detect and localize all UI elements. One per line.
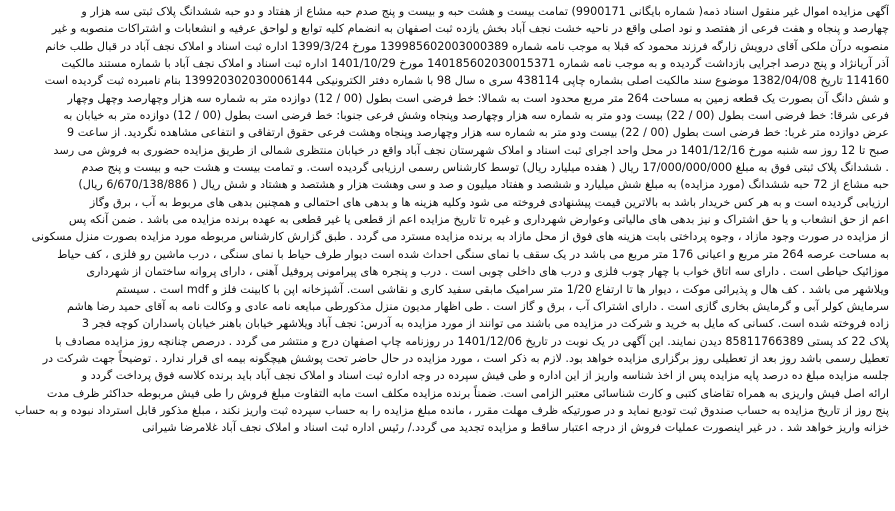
notice-line: فرعی شرقا: خط فرضی است بطول (00 / 22) بیست ودو متر به شماره سه هزار وچهارصد وپنجاه وشش فرعی جنوبا: خط فرضی است بطول (00 / 12) دوازده متر به خیابان به [63,109,889,123]
notice-line: چهارصد و پنجاه و هفت فرعی از هفتصد و نود اصلی واقع در ناحیه خشت نجف آباد بخش یازده ثبت اصفهان به انضمام کلیه توابع و لواحق عرفیه و انشعابات و اشتراکات منصوبه و غیر [51,22,889,36]
notice-line: آگهی مزایده اموال غیر منقول اسناد ذمه( شماره بایگانی 9900171) تمامت بیست و هشت حبه و بیست و پنج صدم حبه مشاع از هفتاد و دو حبه ششدانگ پلاک ثبتی سه هزار و [81,5,889,18]
notice-line: 114160 تاریخ 1382/04/08 موضوع سند مالکیت اصلی بشماره چاپی 438114 سری ه سال 98 با شماره دفتر الکترونیکی 139920302030006144 بنام نامبرده ثبت گردیده است [44,74,889,88]
notice-line: از مزایده در صورت وجود مازاد ، وجوه پرداختی بابت هزینه های فوق از محل مازاد به برنده مزایده مسترد می گردد . طبق گزارش کارشناس مربوطه مورد مزایده بصورت منزل مسکونی [31,230,889,244]
notice-line: حبه مشاع از 72 حبه ششدانگ (مورد مزایده) به مبلغ شش میلیارد و ششصد و هفتاد میلیون و صد و سی وهشت هزار و هشتصد و هشتاد و شش ریال ( 6/670/138/886 ریال) [78,178,889,192]
notice-line: پنج روز از تاریخ مزایده به حساب صندوق ثبت تودیع نماید و در صورتیکه ظرف مهلت مقرر ، مانده مبلغ مزایده را به حساب سپرده ثبت واریز نکند ، مبلغ مذکور قابل استرداد نبوده و به حساب [14,403,889,417]
notice-line: ویلاشهر می باشد . کف هال و پذیرائی موکت ، دیوار ها تا ارتفاع 1/20 متر سرامیک مابقی سفید کاری و نقاشی است. آشپزخانه اپن با کابینت فلز و mdf است . سیستم [115,282,889,296]
notice-line: پلاک 22 کد پستی 85811766389 دیدن نمایند. این آگهی در یک نوبت در تاریخ 1401/12/06 در روزنامه چاپ اصفهان درج و منتشر می گردد . درصص چنانچه روز مزایده مصادف با [55,334,889,348]
notice-line: ارزیابی گردیده است و به هر کس خریدار باشد به بالاترین قیمت پیشنهادی فروخته می شود وکلیه هزینه ها و بدهی های احتمالی و همچنین بدهی های مربوط به آب ، برق وگاز [89,195,889,209]
notice-line: زاده فروخته شده است. کسانی که مایل به خرید و شرکت در مزایده می باشند می توانند از مورد مزایده به آدرس: نجف آباد ویلاشهر خیابان باهنر خیابان پاسداران کوچه فجر 3 [81,317,889,331]
auction-notice-text [6,3,889,437]
notice-line: به مساحت عرصه 264 متر مربع و اعیانی 176 متر مربع می باشد در یک سقف با نمای سنگی احداث شده است دیوار طرف حیاط با نمای سنگی ، درب ماشین رو فلزی ، کف حیاط [57,247,889,261]
notice-line: موزائیک حیاطی است . دارای سه اتاق خواب با چهار چوب فلزی و درب های داخلی چوبی است . درب و پنجره های پیرامونی پروفیل آهنی ، دارای پروانه ساختمان از شهرداری [86,265,889,279]
notice-line: صبح تا 12 روز سه شنبه مورخ 1401/12/16 در محل واحد اجرای ثبت اسناد و املاک شهرستان نجف آباد واقع در خیابان منتظری شمالی از طریق مزایده حضوری به فروش می رسد [53,143,889,157]
notice-line: تعطیل رسمی باشد روز بعد از تعطیلی روز برگزاری مزایده خواهد بود. لازم به ذکر است ، مورد مزایده در حال حاضر تحت پوشش هیچگونه بیمه ای قرار ندارد . توضیحاً جهت شرکت در [42,351,889,365]
notice-line: خزانه واریز خواهد شد . در غیر اینصورت عملیات فروش از درجه اعتبار ساقط و مزایده تجدید می گردد./ رئیس اداره ثبت اسناد و املاک نجف آباد غلامرضا شیرانی [142,421,889,435]
notice-line: اعم از حق انشعاب و یا حق اشتراک و نیز بدهی های مالیاتی وعوارض شهرداری و غیره تا تاریخ مزایده اعم از قطعی یا غیر قطعی به عهده برنده مزایده می باشد . ضمن آنکه پس [68,213,889,227]
notice-line: سرمایش کولر آبی و گرمایش بخاری گازی است . دارای اشتراک آب ، برق و گاز است . طی اظهار مدیون منزل مذکورطی مبایعه نامه عادی و وکالت نامه به آقای حمید رضا هاشم [66,299,889,313]
notice-line: . ششدانگ پلاک ثبتی فوق به مبلغ 17/000/000/000 ریال ( هفده میلیارد ریال) توسط کارشناس رسمی ارزیابی گردیده است. و تمامت بیست و هشت حبه و بیست و پنج صدم [81,161,889,175]
notice-line: و شش دانگ آن بصورت یک قطعه زمین به مساحت 264 متر مربع محدود است به شمالا: خط فرضی است بطول (00 / 12) دوازده متر به شماره سه هزار وچهارصد وچهل وچهار [67,91,889,105]
notice-line: منصوبه درآن ملکی آقای درویش زارگه فرزند محمود که قبلا به موجب نامه شماره 139985602003000389 مورخ 1399/3/24 اداره ثبت اسناد و املاک نجف آباد در قبال طلب خانم [45,39,889,53]
notice-line: عرض دوازده متر غربا: خط فرضی است بطول (00 / 22) بیست ودو متر به شماره سه هزار وچهارصد وپنجاه وهشت فرعی حقوق ارتفاقی و انتفاعی مشاهده نگردید. از ساعت 9 [67,126,889,140]
notice-line: آذر آریانژاد و پنج درصد اجرایی بازداشت گردیده و به موجب نامه شماره 140185602030015371 مورخ 1401/10/29 اداره ثبت اسناد و املاک نجف آباد با شماره مستند مالکیت [61,57,889,71]
notice-line: ارائه اصل فیش واریزی به همراه تقاضای کتبی و کارت شناسائی معتبر الزامی است. ضمناً برنده مزایده مکلف است مابه التفاوت مبلغ فروش را طی فیش مربوطه حداکثر ظرف مدت [46,386,889,400]
notice-line: جلسه مزایده مبلغ ده درصد پایه مزایده پس از اخذ شناسه واریز از این اداره و طی فیش سپرده در وجه اداره ثبت اسناد و املاک نجف آباد باید برنده کلاسه فوق پرداخت گردد و [81,369,889,383]
